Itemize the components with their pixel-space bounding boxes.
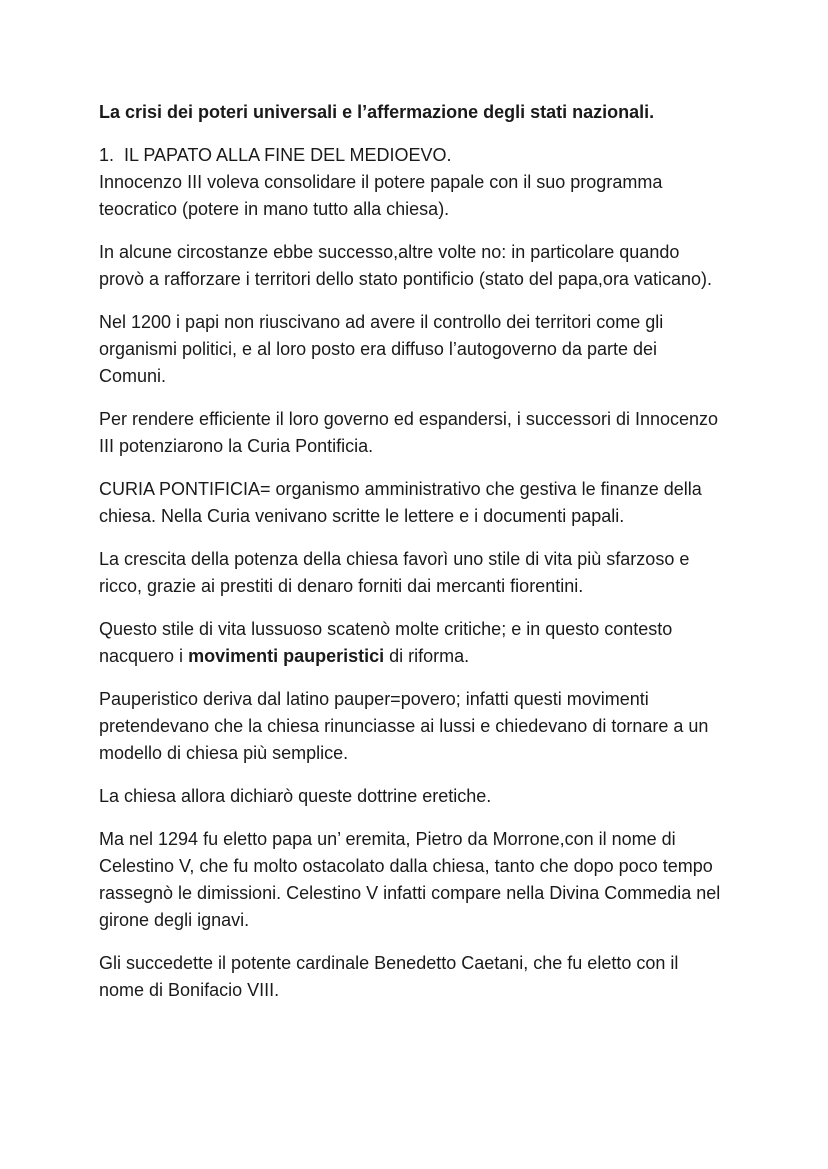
text-segment: Innocenzo III voleva consolidare il potere papale con il suo programma	[99, 172, 663, 192]
text-line	[99, 546, 748, 573]
text-segment: organismi politici, e al loro posto era diffuso l’autogoverno da parte dei	[99, 339, 657, 359]
bold-text-segment: movimenti pauperistici	[188, 646, 385, 666]
text-segment: Per rendere efficiente il loro governo ed espandersi, i successori di Innocenzo	[99, 409, 719, 429]
text-segment: modello di chiesa più semplice.	[99, 743, 349, 763]
paragraph	[99, 546, 748, 600]
text-line	[99, 433, 748, 460]
text-line	[99, 169, 748, 196]
text-segment: La crescita della potenza della chiesa favorì uno stile di vita più sfarzoso e	[99, 549, 690, 569]
text-segment: Ma nel 1294 fu eletto papa un’ eremita, Pietro da Morrone,con il nome di	[99, 829, 676, 849]
paragraph	[99, 783, 748, 810]
paragraph	[99, 406, 748, 460]
bold-text-segment: La crisi dei poteri universali e l’affermazione degli stati nazionali.	[99, 102, 655, 122]
paragraph	[99, 950, 748, 1004]
text-line	[99, 616, 748, 643]
document-content	[99, 99, 748, 1004]
text-line	[99, 336, 748, 363]
text-segment: 1. IL PAPATO ALLA FINE DEL MEDIOEVO.	[99, 145, 452, 165]
text-segment: rassegnò le dimissioni. Celestino V infatti compare nella Divina Commedia nel	[99, 883, 721, 903]
paragraph	[99, 476, 748, 530]
text-line	[99, 643, 748, 670]
paragraph	[99, 686, 748, 767]
text-line	[99, 713, 748, 740]
text-line	[99, 853, 748, 880]
text-line	[99, 476, 748, 503]
text-line	[99, 950, 748, 977]
text-line	[99, 977, 748, 1004]
text-line	[99, 142, 748, 169]
text-line	[99, 880, 748, 907]
text-segment: III potenziarono la Curia Pontificia.	[99, 436, 374, 456]
document-title	[99, 99, 748, 126]
text-line	[99, 783, 748, 810]
text-segment: Nel 1200 i papi non riuscivano ad avere il controllo dei territori come gli	[99, 312, 664, 332]
paragraph	[99, 239, 748, 293]
text-line	[99, 363, 748, 390]
text-line	[99, 907, 748, 934]
text-line	[99, 573, 748, 600]
text-segment: Pauperistico deriva dal latino pauper=povero; infatti questi movimenti	[99, 689, 649, 709]
text-segment: chiesa. Nella Curia venivano scritte le lettere e i documenti papali.	[99, 506, 625, 526]
text-segment: In alcune circostanze ebbe successo,altre volte no: in particolare quando	[99, 242, 680, 262]
text-segment: di riforma.	[384, 646, 470, 666]
text-segment: Gli succedette il potente cardinale Benedetto Caetani, che fu eletto con il	[99, 953, 679, 973]
text-line	[99, 196, 748, 223]
text-line	[99, 503, 748, 530]
text-line	[99, 406, 748, 433]
text-segment: girone degli ignavi.	[99, 910, 250, 930]
text-segment: provò a rafforzare i territori dello stato pontificio (stato del papa,ora vaticano).	[99, 269, 712, 289]
text-segment: ricco, grazie ai prestiti di denaro forniti dai mercanti fiorentini.	[99, 576, 584, 596]
text-line	[99, 740, 748, 767]
text-line	[99, 239, 748, 266]
text-segment: Comuni.	[99, 366, 167, 386]
section-1-paragraph	[99, 142, 748, 223]
text-line	[99, 309, 748, 336]
text-line	[99, 686, 748, 713]
paragraph	[99, 826, 748, 934]
text-segment: nacquero i	[99, 646, 189, 666]
text-segment: teocratico (potere in mano tutto alla chiesa).	[99, 199, 450, 219]
text-segment: Celestino V, che fu molto ostacolato dalla chiesa, tanto che dopo poco tempo	[99, 856, 713, 876]
text-segment: Questo stile di vita lussuoso scatenò molte critiche; e in questo contesto	[99, 619, 673, 639]
paragraph	[99, 309, 748, 390]
text-segment: La chiesa allora dichiarò queste dottrine eretiche.	[99, 786, 492, 806]
text-segment: pretendevano che la chiesa rinunciasse ai lussi e chiedevano di tornare a un	[99, 716, 709, 736]
text-line	[99, 826, 748, 853]
text-line	[99, 266, 748, 293]
text-segment: nome di Bonifacio VIII.	[99, 980, 280, 1000]
text-line	[99, 99, 748, 126]
text-segment: CURIA PONTIFICIA= organismo amministrativo che gestiva le finanze della	[99, 479, 702, 499]
paragraph	[99, 616, 748, 670]
